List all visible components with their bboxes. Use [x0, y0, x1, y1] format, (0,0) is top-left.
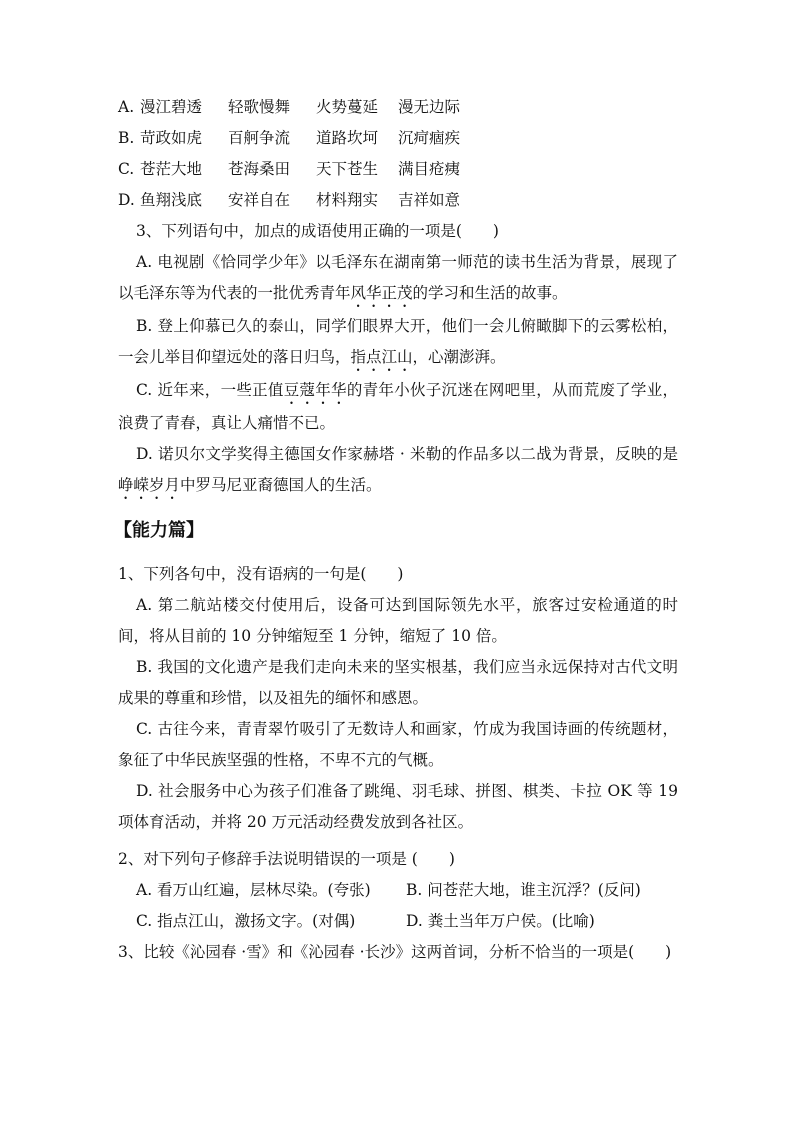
p2-option-d: D. 粪土当年万户侯。(比喻): [406, 912, 595, 930]
dotted-idiom: 风华正茂: [350, 284, 413, 302]
p2-options-ab: [118, 875, 678, 906]
q3-option-d: D. 诺贝尔文学奖得主德国女作家赫塔 · 米勒的作品多以二战为背景，反映的是峥嵘岁月中罗马尼亚裔德国人的生活。: [118, 445, 678, 494]
q3-option-a: A. 电视剧《恰同学少年》以毛泽东在湖南第一师范的读书生活为背景，展现了以毛泽东等为代表的一批优秀青年风华正茂的学习和生活的故事。: [118, 253, 678, 302]
q2-option-c: C. 苍茫大地 苍海桑田 天下苍生 满目疮痍: [118, 160, 461, 178]
q3-option-c: C. 近年来，一些正值豆蔻年华的青年小伙子沉迷在网吧里，从而荒废了学业，浪费了青春，真让人痛惜不已。: [118, 381, 678, 432]
p2-option-c: C. 指点江山，激扬文字。(对偶): [136, 912, 356, 930]
p3-stem: 3、比较《沁园春 ·雪》和《沁园春 ·长沙》这两首词，分析不恰当的一项是( ): [118, 943, 672, 961]
p2-options-cd: [118, 906, 678, 937]
p2-option-b: B. 问苍茫大地，谁主沉浮？(反问): [406, 881, 641, 899]
p1-stem: 1、下列各句中，没有语病的一句是( ): [118, 565, 404, 583]
q2-option-a: A. 漫江碧透 轻歌慢舞 火势蔓延 漫无边际: [118, 98, 461, 116]
p1-option-a: A. 第二航站楼交付使用后，设备可达到国际领先水平，旅客过安检通道的时间，将从目前的 10 分钟缩短至 1 分钟，缩短了 10 倍。: [118, 596, 678, 645]
p1-option-d: D. 社会服务中心为孩子们准备了跳绳、羽毛球、拼图、棋类、卡拉 OK 等 19 项体育活动，并将 20 万元活动经费发放到各社区。: [118, 782, 678, 831]
p2-stem: 2、对下列句子修辞手法说明错误的一项是 ( ): [118, 850, 455, 868]
p1-option-c: C. 古往今来，青青翠竹吸引了无数诗人和画家，竹成为我国诗画的传统题材，象征了中华民族坚强的性格，不卑不亢的气概。: [118, 720, 678, 769]
dotted-idiom: 峥嵘岁月: [118, 476, 181, 494]
q3-stem: 3、下列语句中，加点的成语使用正确的一项是( ): [136, 222, 499, 240]
q3-option-b: B. 登上仰慕已久的泰山，同学们眼界大开，他们一会儿俯瞰脚下的云雾松柏，一会儿举目仰望远处的落日归鸟，指点江山，心潮澎湃。: [118, 317, 678, 366]
dotted-idiom: 指点江山: [350, 348, 413, 366]
p1-option-b: B. 我国的文化遗产是我们走向未来的坚实根基，我们应当永远保持对古代文明成果的尊重和珍惜，以及祖先的缅怀和感恩。: [118, 658, 678, 707]
q2-option-d: D. 鱼翔浅底 安祥自在 材料翔实 吉祥如意: [118, 191, 461, 209]
q2-option-b: B. 苛政如虎 百舸争流 道路坎坷 沉疴痼疾: [118, 129, 461, 147]
document-content: [114, 92, 678, 968]
section-title: 【能力篇】: [114, 520, 204, 541]
p2-option-a: A. 看万山红遍，层林尽染。(夸张): [136, 881, 371, 899]
dotted-idiom: 豆蔻年华: [283, 381, 347, 399]
